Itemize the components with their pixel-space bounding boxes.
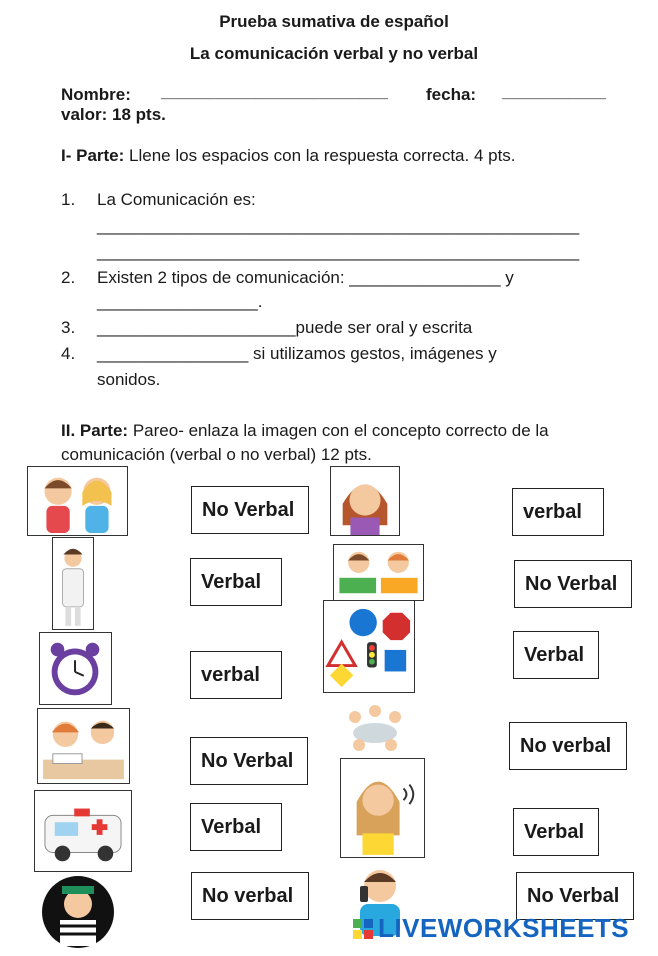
left-option-2[interactable]: Verbal — [190, 558, 282, 606]
answer-line[interactable]: ___________________________________________________ — [97, 216, 580, 235]
item-number: 2. — [61, 268, 76, 287]
part2-heading: II. Parte: — [61, 421, 129, 440]
traffic-signs-icon[interactable] — [323, 600, 415, 693]
date-label: fecha: — [426, 85, 477, 104]
liveworksheets-logo-icon — [352, 918, 374, 940]
left-option-1[interactable]: No Verbal — [191, 486, 309, 534]
answer-line[interactable]: ___________________________________________________ — [97, 242, 580, 261]
right-option-6[interactable]: No Verbal — [516, 872, 634, 920]
left-option-6[interactable]: No verbal — [191, 872, 309, 920]
part1-heading: I- Parte: — [61, 146, 125, 165]
item-number: 1. — [61, 190, 76, 209]
right-option-4[interactable]: No verbal — [509, 722, 627, 770]
right-option-2[interactable]: No Verbal — [514, 560, 632, 608]
page-subtitle: La comunicación verbal y no verbal — [189, 44, 479, 63]
ambulance-icon[interactable] — [34, 790, 132, 872]
right-option-5[interactable]: Verbal — [513, 808, 599, 856]
right-option-3[interactable]: Verbal — [513, 631, 599, 679]
left-option-4[interactable]: No Verbal — [190, 737, 308, 785]
date-field[interactable]: ___________ — [502, 82, 607, 101]
class-discussion-icon[interactable] — [341, 693, 410, 759]
watermark-text: LIVEWORKSHEETS — [378, 913, 630, 943]
left-option-5[interactable]: Verbal — [190, 803, 282, 851]
mime-icon[interactable] — [27, 872, 130, 949]
alarm-clock-icon[interactable] — [39, 632, 112, 705]
part1-heading-line — [61, 146, 516, 166]
value-label: valor: 18 pts. — [61, 105, 166, 124]
name-label: Nombre: — [61, 85, 131, 104]
right-option-1[interactable]: verbal — [512, 488, 604, 536]
item-number: 4. — [61, 344, 76, 363]
part2-instruction-cont: comunicación (verbal o no verbal) 12 pts. — [61, 445, 372, 464]
item-number: 3. — [61, 318, 76, 337]
kids-talking-icon[interactable] — [27, 466, 128, 536]
kids-reading-icon[interactable] — [333, 544, 424, 601]
page-title: Prueba sumativa de español — [219, 12, 449, 31]
name-field[interactable]: ________________________ — [161, 82, 388, 101]
nurse-silence-icon[interactable] — [52, 537, 94, 630]
part2-heading-line — [61, 421, 549, 441]
item-text-cont: sonidos. — [97, 370, 161, 389]
item-text[interactable]: _____________________puede ser oral y escrita — [97, 318, 473, 337]
item-text: La Comunicación es: — [97, 190, 256, 209]
item-text[interactable]: ________________ si utilizamos gestos, imágenes y — [97, 344, 497, 363]
item-text-cont[interactable]: _________________. — [97, 292, 263, 311]
thinking-girl-icon[interactable] — [330, 466, 400, 536]
liveworksheets-watermark — [352, 913, 629, 944]
part1-instruction: Llene los espacios con la respuesta correcta. 4 pts. — [129, 146, 516, 165]
listening-girl-icon[interactable] — [340, 758, 425, 858]
part2-instruction: Pareo- enlaza la imagen con el concepto correcto de la — [132, 421, 549, 440]
kids-studying-icon[interactable] — [37, 708, 130, 784]
left-option-3[interactable]: verbal — [190, 651, 282, 699]
item-text[interactable]: Existen 2 tipos de comunicación: ________________ y — [97, 268, 514, 287]
